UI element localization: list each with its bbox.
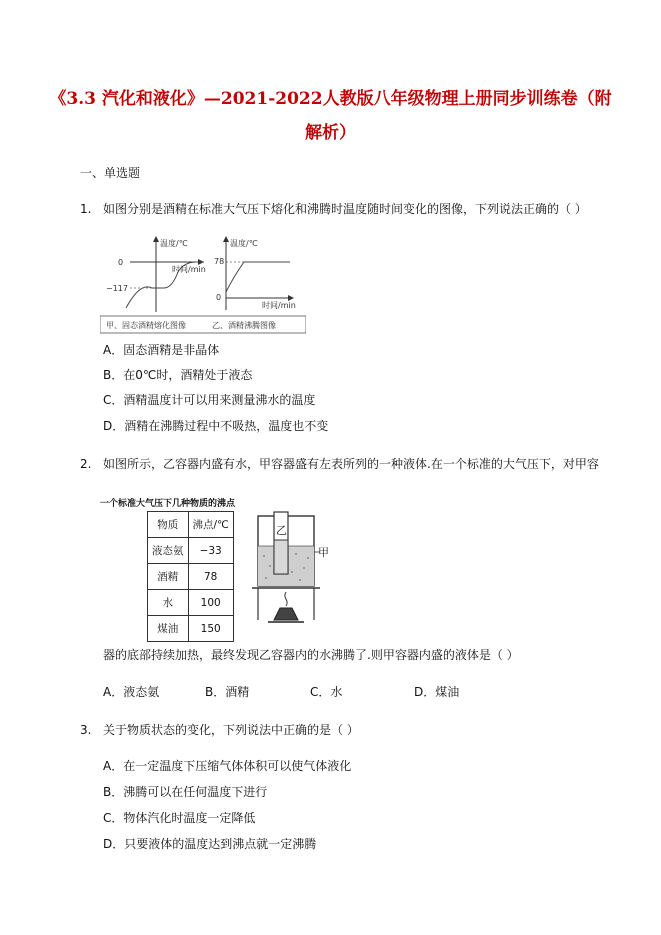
table-header-cell: 物质 <box>148 512 189 538</box>
table-cell: −33 <box>188 538 233 564</box>
table-cell: 150 <box>188 616 233 642</box>
graph-b-caption: 乙、酒精沸腾图像 <box>212 321 276 330</box>
q1-option-c: C．酒精温度计可以用来测量沸水的温度 <box>103 393 316 407</box>
graph-b-xlabel: 时间/min <box>262 301 296 310</box>
graph-a-ylabel: 温度/℃ <box>160 239 188 248</box>
graph-b-y78: 78 <box>214 257 225 266</box>
q1-option-b: B．在0℃时，酒精处于液态 <box>103 368 253 382</box>
q3-stem: 关于物质状态的变化，下列说法中正确的是（ ） <box>103 723 359 737</box>
table-row <box>148 616 234 642</box>
table-row <box>148 538 234 564</box>
q1-figure <box>100 232 306 334</box>
label-jia-container: 甲 <box>318 546 329 559</box>
graph-boiling <box>214 236 296 310</box>
table-header-cell: 沸点/℃ <box>188 512 233 538</box>
q3-number: 3. <box>80 723 92 737</box>
table-cell: 液态氨 <box>148 538 189 564</box>
table-cell: 煤油 <box>148 616 189 642</box>
graph-b-y0: 0 <box>216 293 222 302</box>
q1-stem: 如图分别是酒精在标准大气压下熔化和沸腾时温度随时间变化的图像，下列说法正确的（ ） <box>103 202 587 216</box>
graph-a-y0: 0 <box>118 258 124 267</box>
q2-number: 2. <box>80 457 92 471</box>
document-title-line2: 解析） <box>305 123 356 143</box>
graph-a-ymelt: −117 <box>106 284 128 293</box>
q2-option-b: B．酒精 <box>205 685 250 699</box>
q3-option-d: D．只要液体的温度达到沸点就一定沸腾 <box>103 837 317 851</box>
q2-boiling-point-table <box>147 511 234 642</box>
q3-option-b: B．沸腾可以在任何温度下进行 <box>103 785 268 799</box>
q2-option-c: C．水 <box>310 685 343 699</box>
graph-melting <box>106 236 206 312</box>
table-cell: 水 <box>148 590 189 616</box>
q2-table-caption: 一个标准大气压下几种物质的沸点 <box>100 499 236 509</box>
table-cell: 酒精 <box>148 564 189 590</box>
table-header-row <box>148 512 234 538</box>
table-cell: 78 <box>188 564 233 590</box>
graph-b-ylabel: 温度/℃ <box>230 239 258 248</box>
q2-stem-continued: 器的底部持续加热，最终发现乙容器内的水沸腾了.则甲容器内盛的液体是（ ） <box>103 648 519 662</box>
q1-option-d: D．酒精在沸腾过程中不吸热，温度也不变 <box>103 419 329 433</box>
q3-option-a: A．在一定温度下压缩气体体积可以使气体液化 <box>103 759 352 773</box>
q1-option-a: A．固态酒精是非晶体 <box>103 343 220 357</box>
q3-option-c: C．物体汽化时温度一定降低 <box>103 811 256 825</box>
q2-option-d: D．煤油 <box>414 685 460 699</box>
label-yi-container: 乙 <box>276 524 287 537</box>
q2-apparatus <box>244 510 334 630</box>
graph-a-xlabel: 时间/min <box>172 265 206 274</box>
table-row <box>148 564 234 590</box>
document-title-line1: 《3.3 汽化和液化》—2021-2022人教版八年级物理上册同步训练卷（附 <box>49 89 612 109</box>
table-cell: 100 <box>188 590 233 616</box>
table-row <box>148 590 234 616</box>
graph-a-caption: 甲、固态酒精熔化图像 <box>106 321 186 330</box>
q2-option-a: A．液态氨 <box>103 685 160 699</box>
q1-graphs-svg <box>100 232 306 334</box>
q2-apparatus-svg <box>244 510 334 630</box>
q1-number: 1. <box>80 202 92 216</box>
section-heading: 一、单选题 <box>80 166 141 180</box>
q2-stem: 如图所示，乙容器内盛有水，甲容器盛有左表所列的一种液体.在一个标准的大气压下，对甲容 <box>103 457 599 471</box>
